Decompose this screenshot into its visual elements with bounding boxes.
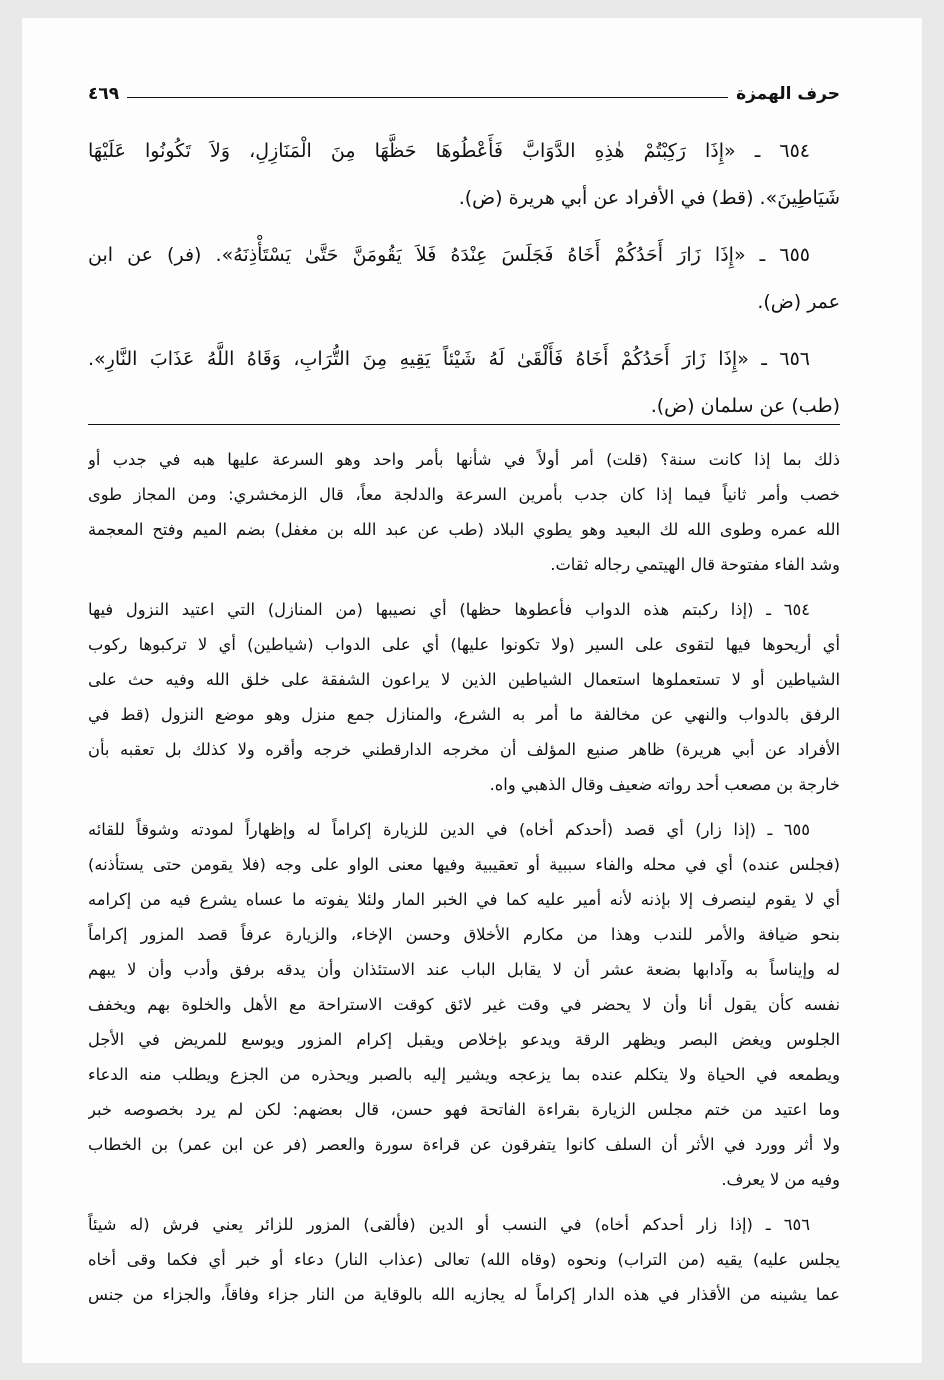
hadith-text-section [88,128,840,440]
text-line: ٦٥٦ ـ «إِذَا زَارَ أَحَدُكُمْ أَخَاهُ فَأَلْقَىٰ لَهُ شَيْئاً يَقِيهِ مِنَ التُّرَابِ، وَقَاهُ اللَّهُ عَذَابَ النَّارِ». [88,348,810,370]
text-line: ولا أثر وورد في الأثر أن السلف كانوا يتفرقون عن قراءة سورة والعصر (فر عن ابن عمر) بن الخطاب [88,1135,840,1154]
hadith-entry [88,128,840,222]
text-line: ٦٥٦ ـ (إذا زار أحدكم أخاه) في النسب أو الدين (فألقى) المزور للزائر يعني فرش (له شيئاً [88,1215,810,1234]
text-line: ٦٥٥ ـ (إذا زار) أي قصد (أحدكم أخاه) في الدين للزيارة إكراماً له وإظهاراً لمودته وشوقاً للقائه [88,820,810,839]
text-line: وفيه من لا يعرف. [721,1170,840,1189]
text-line: الأفراد عن أبي هريرة) ظاهر صنيع المؤلف أن مخرجه الدارقطني خرجه وأقره ولا كذلك بل تعقبه بأن [88,740,840,759]
text-line: وما اعتيد من ختم مجلس الزيارة بقراءة الفاتحة فهو حسن، قال بعضهم: لكن لم يرد بخصوصه خبر [88,1100,840,1119]
text-line: الرفق بالدواب والنهي عن مخالفة ما أمر به الشرع، والمنازل جمع منزل وهو موضع النزول (قط في [88,705,840,724]
text-line: الجلوس ويغض البصر ويظهر الرقة ويدعو بإخلاص ويقبل إكرام المزور ويوسع للمريض في الأجل [88,1030,840,1049]
text-line: وشد الفاء مفتوحة قال الهيتمي رجاله ثقات. [550,555,840,574]
text-line: عمر (ض). [757,291,840,313]
book-page [22,18,922,1363]
commentary-paragraph [88,592,840,802]
text-line: عما يشينه من الأقذار في هذه الدار إكراماً له يجازيه الله بالوقاية من النار جزاء وفاقاً، والجزاء من جنس [88,1285,840,1304]
text-line: (طب) عن سلمان (ض). [650,395,840,417]
commentary-section [88,442,840,1322]
commentary-paragraph [88,1207,840,1312]
text-line: ذلك بما إذا كانت سنة؟ (قلت) أمر أولاً في شأنها بأمر واحد وهو السرعة عليها هبه في جدب أو [88,450,840,469]
text-line: أي أريحوها فيها لتقوى على السير (ولا تكونوا عليها) أي على الدواب (شياطين) أي لا تركبوها ركوب [88,635,840,654]
text-line: خصب وأمر ثانياً فيما إذا كان جدب بأمرين السرعة والدلجة معاً، قال الزمخشري: ومن المجاز طوى [88,485,840,504]
page-number: ٤٦٩ [88,84,120,104]
text-line: الله عمره وطوى الله لك البعيد وهو يطوي البلاد (طب عن عبد الله بن مغفل) بضم الميم وفتح المعجمة [88,520,840,539]
text-line: أي لا يقوم لينصرف إلا بإذنه لأنه أمير عليه كما في الخبر المار ولئلا يفوته ما عساه يشرع فيه من إكرامه [88,890,840,909]
hadith-entry [88,336,840,430]
text-line: (فجلس عنده) أي في محله والفاء سببية أو تعقيبية وفيها معنى الواو على وجه (فلا يقومن حتى يستأذنه) [88,855,840,874]
text-line: ٦٥٤ ـ «إِذَا رَكِبْتُمْ هٰذِهِ الدَّوَابَّ فَأَعْطُوهَا حَظَّهَا مِنَ الْمَنَازِلِ، وَلاَ تَكُونُوا عَلَيْهَا [88,140,810,162]
commentary-paragraph [88,442,840,582]
text-line: يجلس عليه) يقيه (من التراب) ونحوه (وقاه الله) تعالى (عذاب النار) دعاء أو خبر أي فكما وقى أخاه [88,1250,840,1269]
commentary-paragraph [88,812,840,1197]
text-line: ٦٥٤ ـ (إذا ركبتم هذه الدواب فأعطوها حظها) أي نصيبها (من المنازل) التي اعتيد النزول فيها [88,600,810,619]
running-header [88,76,840,104]
text-line: الشياطين أو لا تستعملوها استعمال الشياطين الذين لا يراعون الشفقة على خلق الله وفيه حث على [88,670,840,689]
text-line: بنحو ضيافة والأمر للندب وهذا من مكارم الأخلاق وحسن الإخاء، والزيارة عرفاً قصد المزور إكراماً [88,925,840,944]
chapter-title: حرف الهمزة [736,84,840,104]
text-line: شَيَاطِينَ». (قط) في الأفراد عن أبي هريرة (ض). [458,187,840,209]
text-line: ويطمعه في الحياة ولا يتكلم عنده بما يزعجه ويشير إليه بالصبر ويحذره من الجزع ويطلب منه الدعاء [88,1065,840,1084]
text-line: خارجة بن مصعب أحد رواته ضعيف وقال الذهبي واه. [489,775,840,794]
text-line: نفسه كأن يقول أنا وأن لا يحضر في وقت غير لائق كوقت الاستراحة مع الأهل والخلوة بهم ويخفف [88,995,840,1014]
header-rule [127,97,728,98]
text-line: ٦٥٥ ـ «إِذَا زَارَ أَحَدُكُمْ أَخَاهُ فَجَلَسَ عِنْدَهُ فَلاَ يَقُومَنَّ حَتَّىٰ يَسْتَأْذِنَهُ». (فر) عن ابن [88,244,810,266]
section-divider [88,424,840,425]
text-line: له وإيناساً به وآدابها بضعة عشر أن لا يقابل الباب عند الاستئذان وأن يدقه برفق وأدب وأن لا يبهم [88,960,840,979]
hadith-entry [88,232,840,326]
